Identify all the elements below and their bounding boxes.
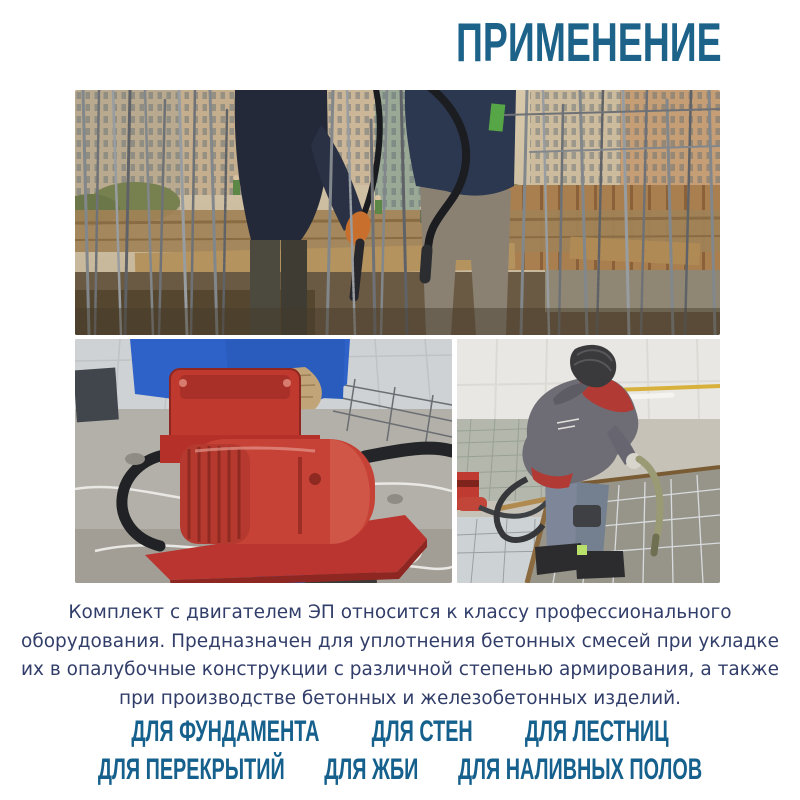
label-for-precast: ДЛЯ ЖБИ (324, 753, 419, 786)
label-for-foundation: ДЛЯ ФУНДАМЕНТА (131, 715, 320, 748)
label-for-stairs: ДЛЯ ЛЕСТНИЦ (524, 715, 669, 748)
page-title: ПРИМЕНЕНИЕ (456, 11, 722, 73)
construction-site-illustration (75, 90, 720, 335)
photo-construction-site (75, 90, 720, 335)
label-for-slabs: ДЛЯ ПЕРЕКРЫТИЙ (97, 753, 285, 786)
photo-worker-pouring (457, 339, 720, 583)
description-line: их в опалубочные конструкции с различной степенью армирования, а также (21, 659, 779, 680)
description-line: оборудования. Предназначен для уплотнения бетонных смесей при укладке (21, 630, 779, 652)
description-line: при производстве бетонных и железобетонных изделий. (118, 687, 681, 709)
application-row-2 (97, 753, 703, 786)
application-labels (0, 717, 800, 785)
application-row-1 (131, 715, 669, 748)
label-for-self-leveling-floors: ДЛЯ НАЛИВНЫХ ПОЛОВ (457, 753, 703, 786)
description (0, 599, 800, 713)
description-line: Комплект с двигателем ЭП относится к классу профессионального (68, 602, 732, 623)
vibrator-motor-illustration (75, 339, 452, 583)
label-for-walls: ДЛЯ СТЕН (371, 715, 473, 748)
photo-vibrator-motor (75, 339, 452, 583)
worker-pouring-illustration (457, 339, 720, 583)
